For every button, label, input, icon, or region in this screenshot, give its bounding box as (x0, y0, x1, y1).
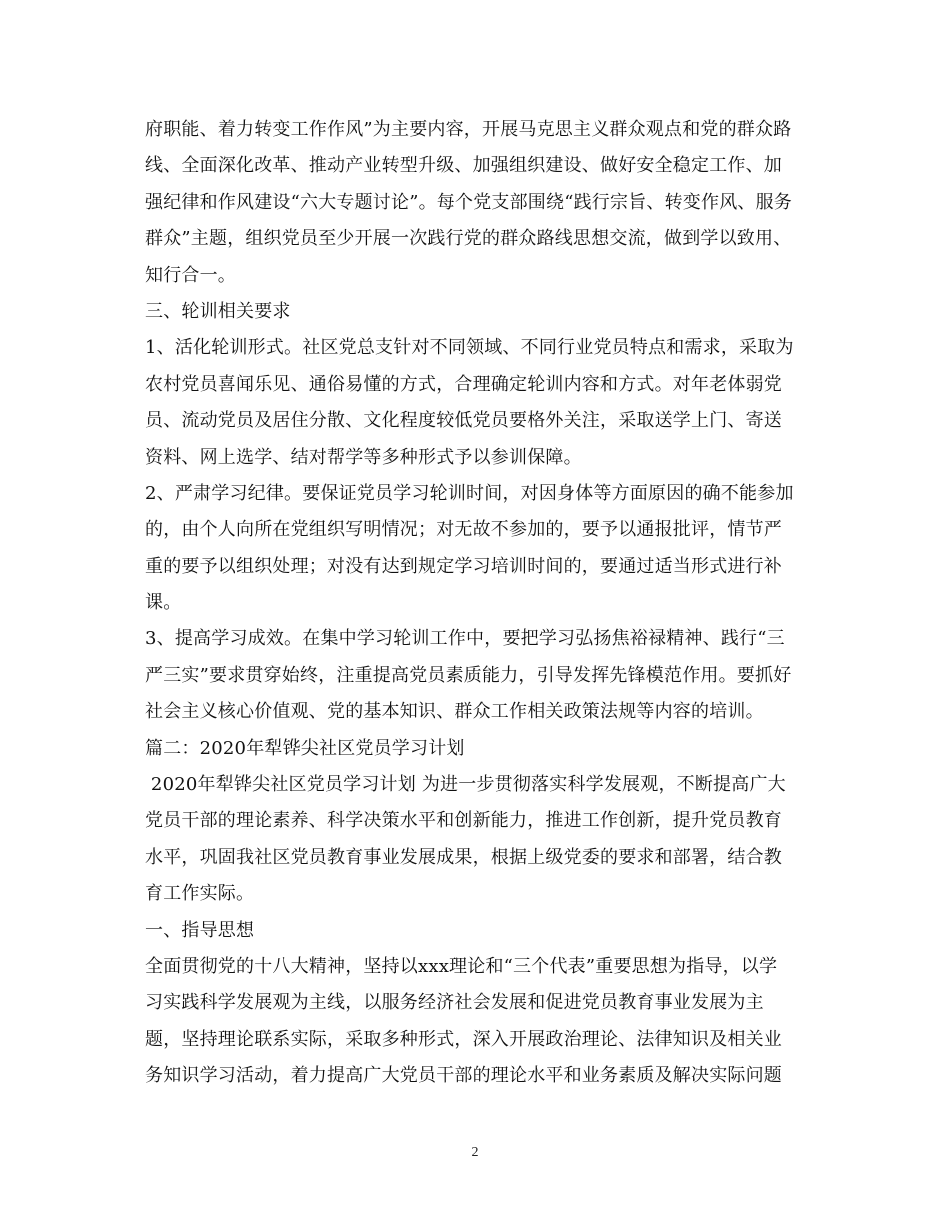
text-line: 严三实”要求贯穿始终，注重提高党员素质能力，引导发挥先锋模范作用。要抓好 (145, 664, 792, 686)
text-line: 2020年犁铧尖社区党员学习计划 为进一步贯彻落实科学发展观，不断提高广大 (145, 774, 786, 796)
text-line: 题，坚持理论联系实际，采取多种形式，深入开展政治理论、法律知识及相关业 (145, 1028, 782, 1050)
text-line: 资料、网上选学、结对帮学等多种形式予以参训保障。 (145, 446, 582, 468)
text-line: 水平，巩固我社区党员教育事业发展成果，根据上级党委的要求和部署，结合教 (145, 846, 782, 868)
text-line: 员、流动党员及居住分散、文化程度较低党员要格外关注，采取送学上门、寄送 (145, 410, 782, 432)
text-line: 课。 (145, 592, 182, 614)
body-text (145, 112, 810, 1095)
text-line: 社会主义核心价值观、党的基本知识、群众工作相关政策法规等内容的培训。 (145, 701, 764, 723)
text-line: 农村党员喜闻乐见、通俗易懂的方式，合理确定轮训内容和方式。对年老体弱党 (145, 373, 782, 395)
text-line: 群众”主题，组织党员至少开展一次践行党的群众路线思想交流，做到学以致用、 (145, 228, 792, 250)
text-line: 线、全面深化改革、推动产业转型升级、加强组织建设、做好安全稳定工作、加 (145, 155, 782, 177)
text-line: 习实践科学发展观为主线，以服务经济社会发展和促进党员教育事业发展为主 (145, 992, 764, 1014)
text-line: 党员干部的理论素养、科学决策水平和创新能力，推进工作创新，提升党员教育 (145, 810, 782, 832)
section-heading: 一、指导思想 (145, 919, 255, 941)
text-line: 3、提高学习成效。在集中学习轮训工作中，要把学习弘扬焦裕禄精神、践行“三 (145, 628, 785, 650)
text-line: 府职能、着力转变工作作风”为主要内容，开展马克思主义群众观点和党的群众路 (145, 119, 792, 140)
text-line: 知行合一。 (145, 264, 236, 286)
text-line: 育工作实际。 (145, 883, 255, 905)
text-line: 2、严肃学习纪律。要保证党员学习轮训时间，对因身体等方面原因的确不能参加 (145, 482, 794, 504)
chapter-heading: 篇二：2020年犁铧尖社区党员学习计划 (145, 737, 465, 759)
page-number: 2 (471, 1145, 479, 1160)
text-line: 的，由个人向所在党组织写明情况；对无故不参加的，要予以通报批评，情节严 (145, 519, 782, 541)
text-line: 1、活化轮训形式。社区党总支针对不同领域、不同行业党员特点和需求，采取为 (145, 337, 794, 359)
text-line: 重的要予以组织处理；对没有达到规定学习培训时间的，要通过适当形式进行补 (145, 555, 782, 577)
text-line: 务知识学习活动，着力提高广大党员干部的理论水平和业务素质及解决实际问题 (145, 1065, 782, 1087)
section-heading: 三、轮训相关要求 (145, 300, 291, 322)
text-line: 强纪律和作风建设“六大专题讨论”。每个党支部围绕“践行宗旨、转变作风、服务 (145, 191, 793, 213)
text-line: 全面贯彻党的十八大精神，坚持以xxx理论和“三个代表”重要思想为指导，以学 (145, 955, 778, 977)
